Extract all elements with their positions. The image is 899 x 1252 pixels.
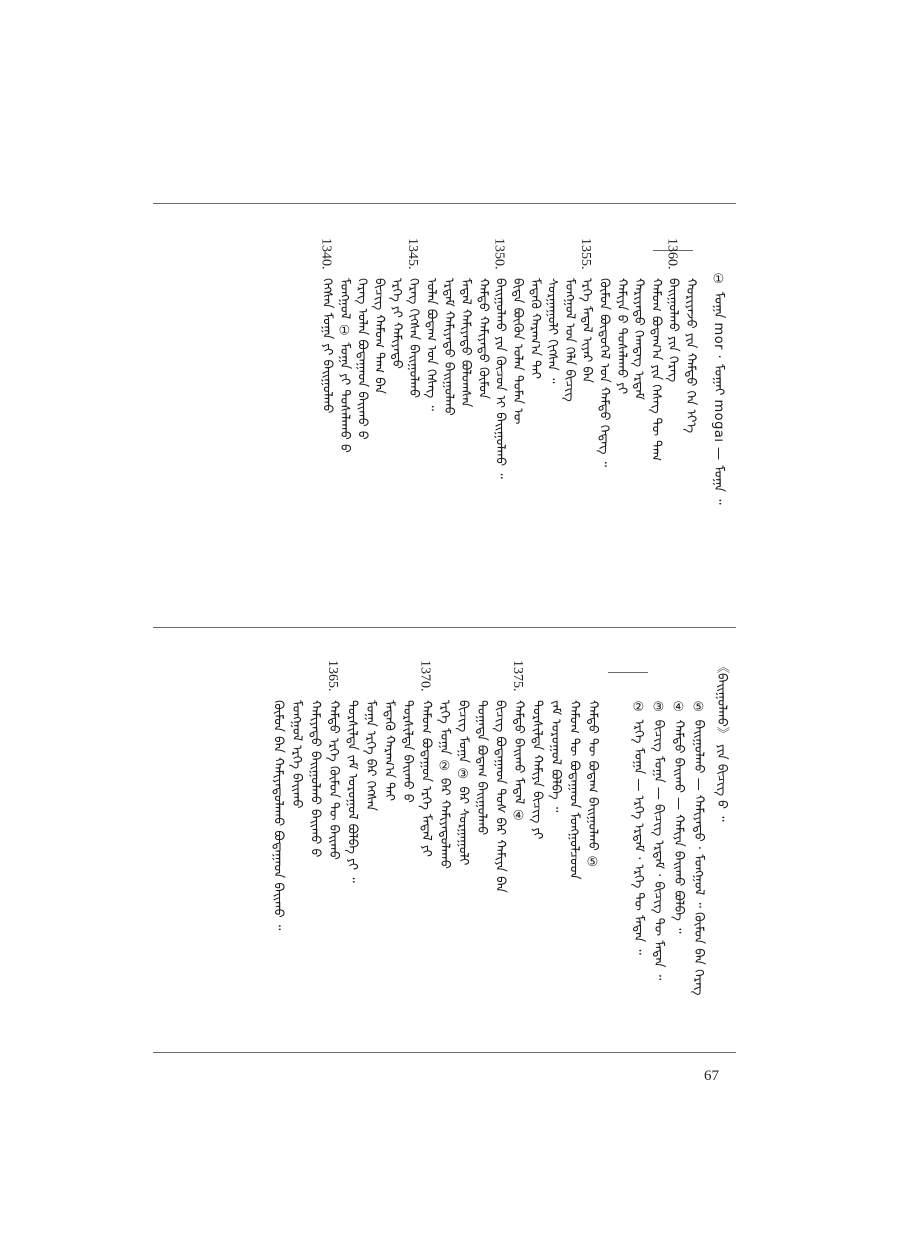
verse-line: ᠪᠢᠴᠢᠭ ᠮᠣᠭᠠ ③ ᠪᠡᠷ ᠰᠤᠷᠭᠠᠭᠤᠯᠢ <box>455 700 471 866</box>
verse-line: ᠮᠡᠳᠡᠯ ᠬᠠᠮᠢᠶᠠᠲᠤ ᠪᠣᠯᠤᠭᠰᠠᠨ <box>458 278 474 408</box>
verse-line: ᠮᠣᠭᠠ ᠡᠷᠬᠡ ᠪᠡᠷ ᠬᠡᠭᠰᠡᠨ <box>363 700 378 812</box>
verse-line-number: 1360. <box>664 238 680 270</box>
verse-line: ᠲᠣᠭᠠᠲᠠ ᠪᠤᠳᠠᠭ ᠪᠠᠢᠭᠤᠯᠬᠤ <box>474 700 489 836</box>
verse-line: ᠬᠦᠮᠦᠨ ᠪᠡᠨ ᠬᠠᠮᠢᠶᠠᠲᠤᠯᠠᠬᠤ ᠪᠤᠳᠠᠭᠠᠳ ᠪᠠᠢᠬᠤ ᠃ <box>270 700 286 931</box>
footnote-line <box>689 700 707 995</box>
middle-rule <box>153 627 736 628</box>
verse-line: ᠬᠤᠷᠢᠶᠠᠵᠤ ᠶᠢᠨ ᠬᠠᠮᠲᠤ ᠭᠡᠨ ᠡᠶ᠎ᠡ <box>683 278 698 434</box>
verse-line: ᠪᠠᠢᠭᠤᠯᠬᠤ ᠶᠢᠨ ᠬᠦᠴᠦᠨ ᠢ ᠪᠠᠢᠭᠤᠯᠬᠤ ᠃ <box>492 278 508 479</box>
bottom-text-block <box>153 660 736 1050</box>
verse-line: ᠡᠷᠬᠡ ᠮᠡᠳᠡᠯ ᠢᠶᠡᠷ ᠪᠡᠨ <box>579 278 595 384</box>
footnote-line <box>649 700 667 980</box>
verse-line: ᠪᠢᠴᠢᠭ ᠪᠤᠳᠠᠭᠠᠳ ᠲᠤᠰ ᠪᠡᠷ ᠬᠠᠮᠢᠶᠠ ᠪᠡᠨ <box>492 700 508 893</box>
footnote-line <box>629 700 647 955</box>
verse-line: ᠬᠡᠭᠰᠡᠨ ᠮᠣᠭᠠ ᠶᠢ ᠪᠠᠢᠭᠤᠯᠬᠤ <box>319 278 335 414</box>
verse-line: ᠪᠢᠴᠢᠭ ᠬᠠᠮᠤᠭ ᠲᠠᠭ ᠪᠡᠨ <box>371 278 387 395</box>
bottom-rule <box>153 1052 736 1053</box>
page-number: 67 <box>704 1068 719 1084</box>
footnote-marker: ③ <box>651 700 666 716</box>
verse-line: ᠪᠢᠳᠡ ᠪᠦᠬᠦᠨ ᠤᠯᠠᠨ ᠲᠤᠮᠡᠨ ᠦ <box>510 278 525 425</box>
footnote-text: ᠪᠠᠢᠭᠤᠯᠬᠤ — ᠬᠠᠮᠢᠶᠠᠲᠤ · ᠮᠣᠩᠭᠣᠯ ᠃ ᠬᠦᠮᠦᠨ ᠪᠡᠨ ᠬᠡᠷᠡᠭ <box>691 719 706 996</box>
verse-line: ᠬᠡᠷᠡᠭ ᠬᠢᠭᠰᠡᠨ ᠪᠠᠢᠭᠤᠯᠬᠤ <box>406 278 422 399</box>
verse-line: ᠬᠠᠮᠤᠭ ᠲᠦ ᠪᠤᠳᠠᠭᠠᠳ ᠮᠣᠩᠭᠣᠯᠴᠤᠳ <box>566 700 582 880</box>
verse-line: ᠪᠠᠢᠭᠤᠯᠬᠤ ᠶᠢᠨ ᠬᠡᠷᠡᠭ <box>665 278 681 383</box>
verse-line: ᠬᠠᠮᠲᠤ ᠡᠷᠬᠡ ᠬᠦᠮᠦᠨ ᠲᠦ ᠪᠠᠢᠬᠤ <box>326 700 341 860</box>
verse-line: ᠮᠡᠳᠡᠬᠦ ᠬᠠᠷᠠᠭ᠎ᠠ ᠲᠠᠢ <box>381 700 397 802</box>
verse-line: ᠲᠤᠷᠰᠢᠯᠲᠠ ᠵᠠᠮ ᠤᠷᠤᠭᠤᠯ ᠪᠣᠯᠪᠠ ᠶᠢ ᠃ <box>344 700 360 883</box>
verse-line-number: 1375. <box>510 660 525 692</box>
verse-line-number: 1370. <box>417 660 433 692</box>
verse-line: ᠬᠠᠷᠢᠶᠠᠲᠤ ᠬᠡᠭ᠍ᠳᠡᠭ ᠡᠷᠳᠡᠮ <box>631 278 647 400</box>
footnote-text: ᠪᠢᠴᠢᠭ ᠮᠣᠭᠠ — ᠪᠢᠴᠢᠭ ᠡᠷᠳᠡᠮ · ᠪᠢᠴᠢᠭ ᠲᠦ ᠮᠡᠳᠡᠨ ᠃ <box>651 719 666 981</box>
verse-line: ᠮᠣᠩᠭᠣᠯ ① ᠮᠣᠭᠠ ᠶᠢ ᠲᠤᠰᠠᠯᠠᠬᠤ ᠪ <box>337 278 352 453</box>
bottom-header: 《ᠪᠠᠢᠭᠤᠯᠬᠤ》 ᠶᠢᠨ ᠪᠢᠴᠢᠭ ᠪ ᠃ <box>714 660 729 822</box>
verse-line: ᠬᠠᠮᠲᠤ ᠲᠦ ᠪᠤᠳᠠᠭ ᠪᠠᠢᠭᠤᠯᠬᠤ ⑤ <box>585 700 600 871</box>
verse-line: ᠤᠯᠠᠨ ᠪᠤᠳᠠᠭ ᠤᠨ ᠬᠡᠰᠡᠭ ᠃ <box>423 278 439 411</box>
footnote-text: ᠡᠷᠬᠡ ᠮᠣᠭᠠ — ᠡᠷᠬᠡ ᠡᠷᠳᠡᠮ · ᠡᠷᠬᠡ ᠲᠦ ᠮᠡᠳᠡᠨ ᠃ <box>631 719 646 955</box>
footnote-text: ᠮᠣᠭᠠ mor · ᠮᠣᠭᠠᠢ mogaı — ᠮᠣᠭᠠ ᠃ <box>711 291 726 505</box>
top-footnote <box>709 272 727 505</box>
verse-line-number: 1365. <box>325 660 340 692</box>
verse-line: ᠮᠡᠳᠡᠬᠦ ᠬᠠᠷᠠᠭ᠎ᠠ ᠲᠠᠢ <box>527 278 543 380</box>
verse-line: ᠰᠤᠷᠭᠠᠭᠤᠯᠢ ᠬᠢᠭᠰᠡᠨ ᠃ <box>544 278 560 384</box>
footnote-marker: ⑤ <box>691 700 706 716</box>
verse-line: ᠬᠠᠮᠢᠶᠠ ᠪ ᠲᠤᠰᠠᠯᠠᠬᠤ ᠶᠢ <box>613 278 629 395</box>
verse-line: ᠲᠤᠷᠰᠢᠯᠲᠠ ᠬᠠᠮᠢᠶᠠ ᠪᠢᠴᠢᠭ ᠶᠢ <box>529 700 545 840</box>
verse-line: ᠡᠷᠳᠡᠮ ᠬᠠᠮᠢᠶᠠᠲᠤ ᠪᠠᠢᠭᠤᠯᠬᠤ <box>440 278 456 416</box>
verse-line: ᠬᠠᠮᠢᠶᠠᠲᠤ ᠪᠠᠢᠭᠤᠯᠬᠤ ᠪᠠᠢᠬᠤ ᠪ <box>307 700 323 858</box>
footnote-marker: ① <box>711 272 726 288</box>
verse-line: ᠡᠷᠬᠡ ᠮᠣᠭᠠ ② ᠪᠡᠷ ᠬᠠᠮᠢᠶᠠᠲᠤᠯᠠᠬᠤ <box>437 700 452 869</box>
footnote-separator-bottom <box>608 672 648 673</box>
verse-line-number: 1345. <box>405 238 421 270</box>
verse-line: ᠵᠠᠮ ᠤᠷᠤᠭᠤᠯ ᠪᠣᠯᠪᠠ ᠃ <box>548 700 563 813</box>
footnote-line <box>669 700 687 934</box>
verse-line: ᠬᠠᠮᠤᠭ ᠪᠤᠳᠠᠭᠤᠨ ᠡᠷᠬᠡ ᠮᠡᠳᠡᠯ ᠶᠢ <box>418 700 434 857</box>
verse-line-number: 1350. <box>491 238 507 270</box>
verse-line: ᠬᠡᠷᠡᠭ ᠤᠯᠠᠨ ᠪᠤᠳᠠᠭᠠᠳ ᠪᠠᠢᠬᠤ ᠪ <box>354 278 370 440</box>
verse-line: ᠮᠣᠩᠭᠣᠯ ᠡᠷᠬᠡ ᠪᠠᠢᠬᠤ <box>289 700 304 809</box>
verse-line: ᠬᠠᠮᠲᠤ ᠬᠠᠮᠢᠶᠠᠲᠤ ᠬᠦᠮᠦᠨ <box>475 278 491 400</box>
verse-line-number: 1340. <box>318 238 334 270</box>
verse-line: ᠬᠠᠮᠤᠭ ᠪᠤᠳᠠᠭ᠎ᠠ ᠶᠢᠨ ᠬᠡᠰᠡᠭ ᠲᠦ ᠲᠠᠭ <box>648 278 664 462</box>
verse-line: ᠮᠣᠩᠭᠣᠯ ᠤᠨ ᠬᠡᠯᠡ ᠪᠢᠴᠢᠭ <box>561 278 577 402</box>
top-text-block <box>153 238 736 618</box>
verse-line: ᠬᠠᠮᠲᠤ ᠪᠠᠢᠬᠤ ᠮᠡᠳᠡᠯ ④ <box>511 700 526 824</box>
top-rule <box>153 203 736 204</box>
footnote-marker: ② <box>631 700 646 716</box>
verse-line: ᠲᠤᠷᠰᠢᠯᠲᠠ ᠪᠠᠢᠬᠤ ᠪ <box>400 700 415 803</box>
verse-line-number: 1355. <box>578 238 594 270</box>
footnote-marker: ④ <box>671 700 686 716</box>
footnote-text: ᠬᠠᠮᠲᠤ ᠪᠠᠢᠬᠤ — ᠬᠠᠮᠢᠶᠠ ᠪᠠᠢᠬᠤ ᠪᠣᠯᠪᠠ ᠃ <box>671 719 686 934</box>
verse-line: ᠬᠦᠮᠦᠨ ᠪᠦᠲᠦᠭᠡᠯ ᠤᠨ ᠬᠠᠮᠲᠤ ᠭᠡᠳᠡᠭ ᠃ <box>596 278 612 468</box>
verse-line: ᠡᠷᠬᠡ ᠶᠢ ᠬᠠᠮᠢᠶᠠᠲᠤ <box>388 278 404 369</box>
